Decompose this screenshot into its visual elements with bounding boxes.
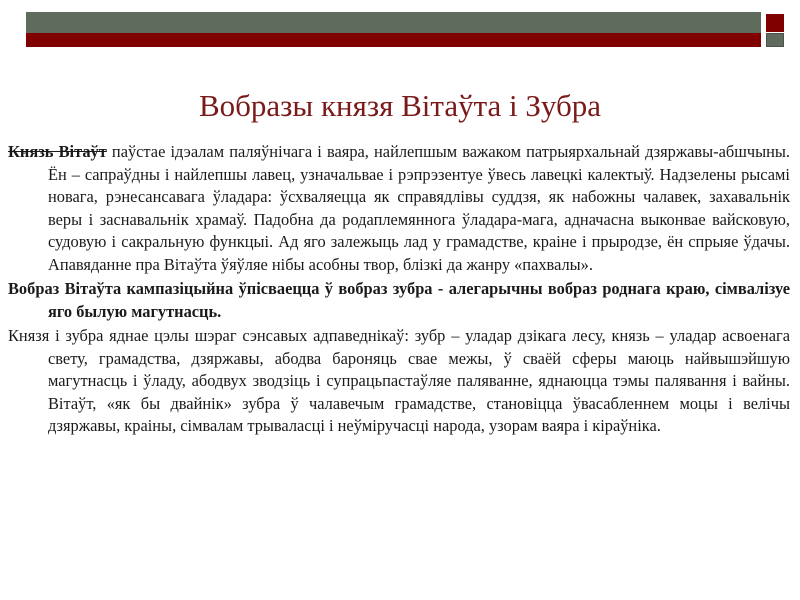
paragraph-text: паўстае ідэалам паляўнічага і ваяра, найлепшым важаком патрыярхальнай дзяржавы-абшчыны. Ён – сапраўдны і найлепшы лавец, узначальвае і рэпрэзентуе ўвесь лавецкі калектыў. Надзелены рысамі новага, рэнесансавага ўладара: ўсхваляецца як справядлівы суддзя, як набожны чалавек, захавальнік веры і заснавальнік храмаў. Падобна да родаплемяннога ўладара-мага, адначасна выконвае вайсковую, судовую і сакральную функцыі. Ад яго залежыць лад у грамадстве, краіне і прыродзе, ён спрыяе ўдачы. Апавяданне пра Вітаўта ўяўляе нібы асобны твор, блізкі да жанру «пахвалы». [48, 142, 791, 274]
header-bar-red [26, 33, 761, 47]
slide-body [8, 141, 790, 438]
header-bar-grey [26, 12, 761, 33]
paragraph-lead: Князь Вітаўт [8, 142, 107, 161]
paragraph-zubr-image: Вобраз Вітаўта кампазіцыйна ўпісваецца ў вобраз зубра - алегарычны вобраз роднага краю, сімвалізуе яго былую магутнасць. [8, 279, 790, 321]
slide-title: Вобразы князя Вітаўта і Зубра [198, 88, 602, 123]
paragraph-parallels: Князя і зубра яднае цэлы шэраг сэнсавых адпаведнікаў: зубр – уладар дзікага лесу, князь – уладар асвоенага свету, грамадства, дзяржавы, абодва бароняць свае межы, ў сваёй сферы маюць найвышэйшую магутнасць і ўладу, абодвух зводзіць і супрацьпастаўляе паляванне, яднаюцца тэмы палявання і вайны. Вітаўт, «як бы двайнік» зубра ў чалавечым грамадстве, становіцца ўвасабленнем моцы і велічы дзяржавы, краіны, сімвалам трываласці і неўміручасці народа, узорам ваяра і кіраўніка. [8, 326, 790, 435]
header-square-grey [766, 33, 784, 47]
paragraph-vitaut [8, 141, 790, 276]
header-square-red [766, 14, 784, 32]
